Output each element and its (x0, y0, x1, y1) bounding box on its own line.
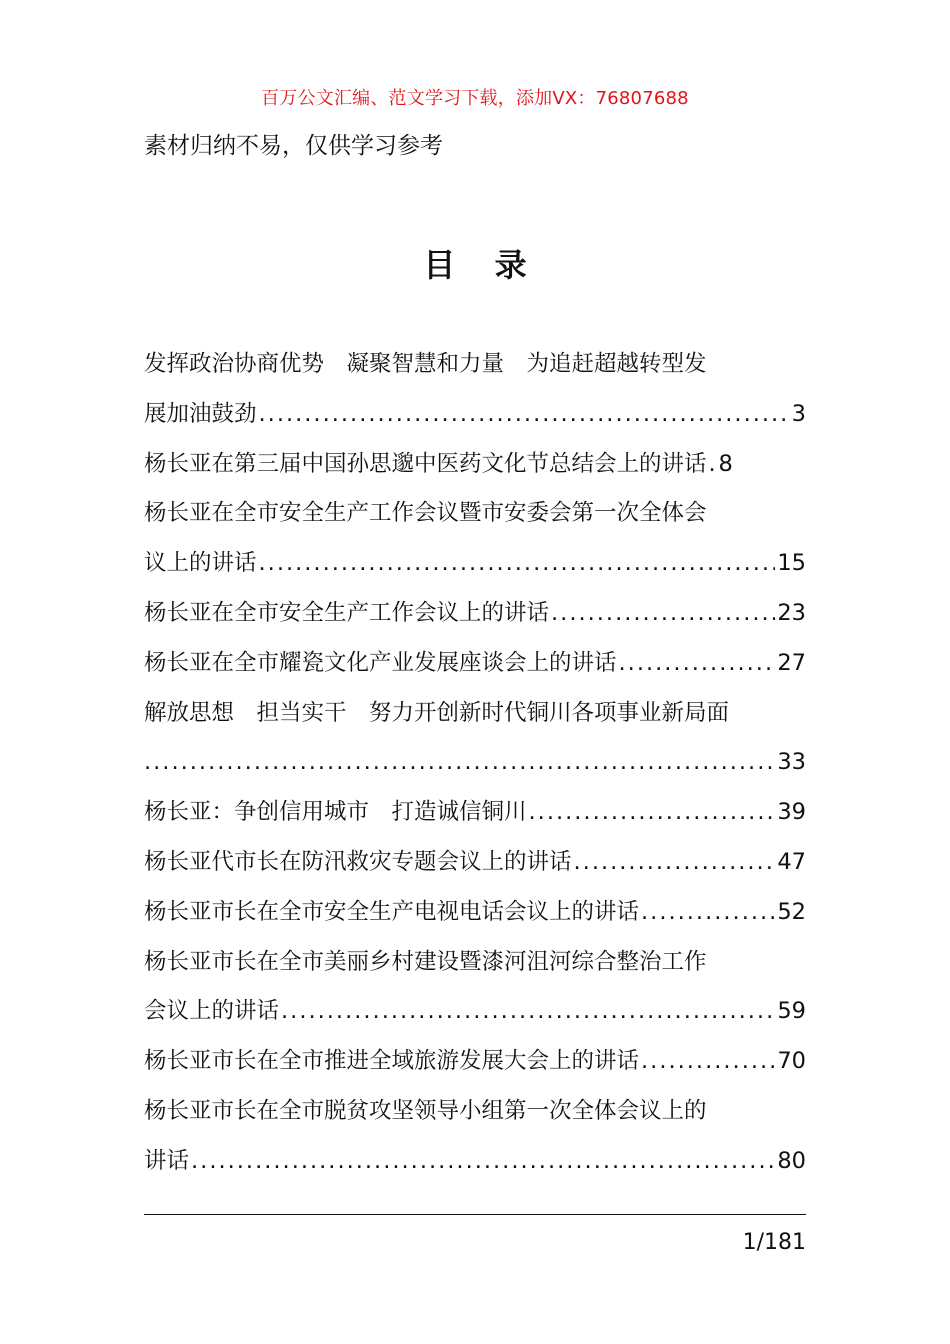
toc-leader-dots (529, 788, 776, 838)
toc-page-number: 3 (791, 400, 806, 427)
toc-leader-dots (144, 738, 775, 788)
toc-leader-space (709, 440, 717, 490)
toc-leader-dots (551, 589, 775, 639)
toc-entry-title: 杨长亚代市长在防汛救灾专题会议上的讲话 (144, 848, 572, 875)
toc-page-number: 15 (777, 550, 806, 577)
toc-entry-title: 杨长亚市长在全市安全生产电视电话会议上的讲话 (144, 898, 640, 925)
toc-entry-title-line2: 讲话 (144, 1147, 190, 1174)
toc-page-number: 27 (777, 649, 806, 676)
toc-page-number: 8 (718, 450, 733, 477)
promo-header: 百万公文汇编、范文学习下载，添加VX：76807688 (261, 88, 689, 109)
page-counter: 1/181 (742, 1230, 806, 1255)
toc-entry-title-line1: 杨长亚市长在全市美丽乡村建设暨漆河沮河综合整治工作 (144, 948, 707, 975)
toc-entry[interactable] (144, 1037, 806, 1087)
toc-entry[interactable] (144, 639, 806, 689)
toc-leader-dots (619, 639, 776, 689)
toc-title: 目 录 (423, 246, 541, 284)
toc-entry[interactable] (144, 489, 806, 589)
toc-entry[interactable] (144, 440, 806, 490)
toc-leader-dots (259, 390, 790, 440)
toc-leader-dots (259, 539, 776, 589)
toc-entry-title-line2: 展加油鼓劲 (144, 400, 257, 427)
toc-leader-dots (641, 1037, 775, 1087)
toc-entry-title-line1: 杨长亚在全市安全生产工作会议暨市安委会第一次全体会 (144, 500, 707, 527)
toc-page-number: 80 (777, 1147, 806, 1174)
toc-entry[interactable] (144, 1087, 806, 1187)
toc-entry[interactable] (144, 888, 806, 938)
toc-entry-title: 杨长亚在全市安全生产工作会议上的讲话 (144, 599, 550, 626)
toc-entry-title-line2: 议上的讲话 (144, 550, 257, 577)
toc-page-number: 39 (777, 799, 806, 826)
toc-leader-dots (574, 838, 776, 888)
toc-entry-title-line1: 解放思想 担当实干 努力开创新时代铜川各项事业新局面 (144, 699, 730, 726)
toc-entry-title: 杨长亚在全市耀瓷文化产业发展座谈会上的讲话 (144, 649, 617, 676)
toc-leader-dots (281, 987, 775, 1037)
toc-entry-title: 杨长亚在第三届中国孙思邈中医药文化节总结会上的讲话 (144, 450, 707, 477)
toc-leader-dots (191, 1137, 775, 1187)
toc-page-number: 33 (777, 749, 806, 776)
toc-entry[interactable] (144, 788, 806, 838)
toc-page-number: 47 (777, 848, 806, 875)
toc-entry-title-line1: 发挥政治协商优势 凝聚智慧和力量 为追赶超越转型发 (144, 351, 707, 377)
toc-page-number: 59 (777, 998, 806, 1025)
toc-entry[interactable] (144, 589, 806, 639)
toc-entry-title: 杨长亚市长在全市推进全域旅游发展大会上的讲话 (144, 1048, 640, 1075)
toc-leader-dots (641, 888, 775, 938)
toc-entry-title: 杨长亚：争创信用城市 打造诚信铜川 (144, 799, 527, 826)
toc-page-number: 23 (777, 599, 806, 626)
toc-entry-title-line1: 杨长亚市长在全市脱贫攻坚领导小组第一次全体会议上的 (144, 1097, 707, 1124)
footer-divider (144, 1214, 806, 1215)
toc-entry-title-line2: 会议上的讲话 (144, 998, 280, 1025)
toc-entry[interactable] (144, 689, 806, 789)
table-of-contents (144, 340, 806, 1187)
toc-entry[interactable] (144, 340, 806, 440)
reference-note: 素材归纳不易，仅供学习参考 (144, 133, 443, 159)
toc-entry[interactable] (144, 838, 806, 888)
toc-page-number: 70 (777, 1048, 806, 1075)
toc-entry[interactable] (144, 938, 806, 1038)
toc-page-number: 52 (777, 898, 806, 925)
